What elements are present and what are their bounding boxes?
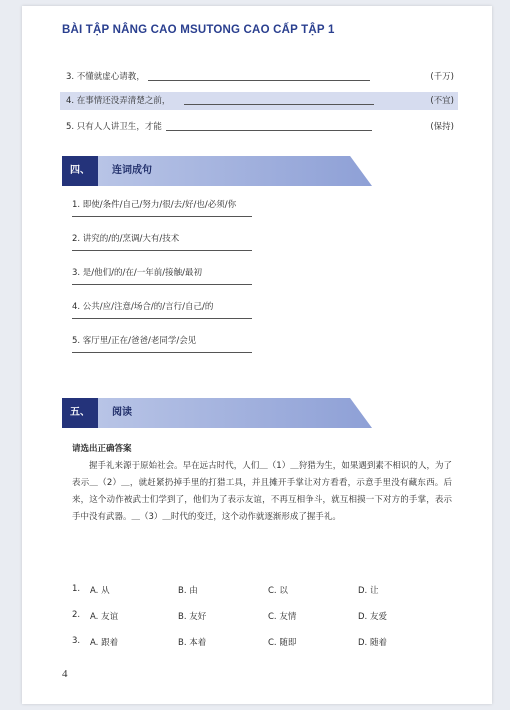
banner-bar <box>98 398 372 428</box>
fill-row-text: 3. 不懂就虚心请教， <box>66 72 145 82</box>
option-a[interactable]: A. 从 <box>90 586 110 596</box>
question-text: 2. 讲究的/的/烹调/大有/技术 <box>72 234 180 244</box>
section-4-banner <box>62 156 372 186</box>
section-number: 五、 <box>62 398 98 428</box>
option-b[interactable]: B. 由 <box>178 586 198 596</box>
reorder-question <box>72 232 179 244</box>
answer-line[interactable] <box>72 216 252 217</box>
fill-row-hint: (千万) <box>430 72 454 82</box>
option-c[interactable]: C. 友情 <box>268 612 297 622</box>
page-header-title: BÀI TẬP NÂNG CAO MSUTONG CAO CẤP TẬP 1 <box>62 24 335 36</box>
fill-row-5 <box>66 118 458 136</box>
reorder-question <box>72 300 213 312</box>
reading-passage: 握手礼来源于原始社会。早在远古时代，人们＿（1）＿狩猎为生，如果遇到素不相识的人，为了表示＿（2）＿，就赶紧扔掉手里的打猎工具，并且摊开手掌让对方看看，示意手里没有藏东西。后来，这个动作被武士们学到了，他们为了表示友谊，不再互相争斗，就互相摸一下对方的手掌，表示手中没有武器。＿（3）＿时代的变迁，这个动作就逐渐形成了握手礼。 <box>72 461 452 522</box>
option-number: 3. <box>72 636 81 646</box>
fill-row-4 <box>60 92 458 110</box>
option-d[interactable]: D. 让 <box>358 586 379 596</box>
page-number: 4 <box>62 668 68 680</box>
answer-line[interactable] <box>184 104 374 105</box>
question-text: 5. 客厅里/正在/爸爸/老同学/会见 <box>72 336 197 346</box>
option-b[interactable]: B. 友好 <box>178 612 207 622</box>
reorder-question <box>72 334 196 346</box>
question-text: 1. 即使/条件/自己/努力/很/去/好/也/必须/你 <box>72 200 237 210</box>
section-title: 阅读 <box>112 407 132 418</box>
question-text: 3. 是/他们/的/在/一年前/接触/最初 <box>72 268 202 278</box>
worksheet-page <box>22 6 492 704</box>
question-text: 4. 公共/应/注意/场合/的/言行/自己/的 <box>72 302 214 312</box>
answer-line[interactable] <box>72 250 252 251</box>
fill-row-hint: (保持) <box>430 122 454 132</box>
option-a[interactable]: A. 友谊 <box>90 612 119 622</box>
option-c[interactable]: C. 以 <box>268 586 288 596</box>
fill-row-hint: (不宜) <box>430 96 454 106</box>
reorder-question <box>72 266 202 278</box>
section-5-banner <box>62 398 372 428</box>
reading-instruction: 请选出正确答案 <box>72 444 132 454</box>
fill-row-3 <box>66 68 458 86</box>
answer-line[interactable] <box>166 130 372 131</box>
answer-line[interactable] <box>72 318 252 319</box>
answer-line[interactable] <box>148 80 370 81</box>
section-number: 四、 <box>62 156 98 186</box>
reorder-question <box>72 198 236 210</box>
option-row <box>72 610 452 626</box>
section-title: 连词成句 <box>112 165 152 176</box>
option-a[interactable]: A. 跟着 <box>90 638 119 648</box>
answer-line[interactable] <box>72 352 252 353</box>
fill-row-text: 5. 只有人人讲卫生，才能 <box>66 122 162 132</box>
option-d[interactable]: D. 友爱 <box>358 612 387 622</box>
option-b[interactable]: B. 本着 <box>178 638 207 648</box>
option-c[interactable]: C. 随即 <box>268 638 297 648</box>
fill-row-text: 4. 在事情还没弄清楚之前， <box>66 96 171 106</box>
option-number: 1. <box>72 584 81 594</box>
option-row <box>72 636 452 652</box>
option-row <box>72 584 452 600</box>
answer-line[interactable] <box>72 284 252 285</box>
option-d[interactable]: D. 随着 <box>358 638 387 648</box>
option-number: 2. <box>72 610 81 620</box>
